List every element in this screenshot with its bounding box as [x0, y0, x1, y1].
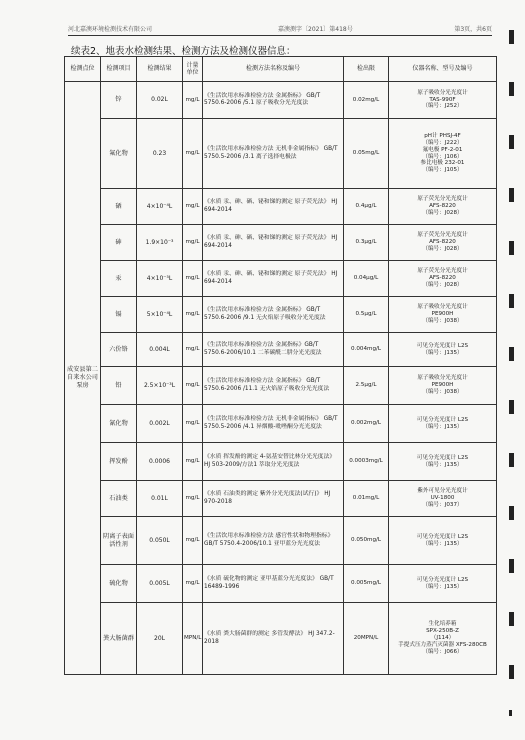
result-cell: 5×10⁻⁴L: [137, 297, 183, 333]
col-header-instrument: 仪器名称、型号及编号: [389, 57, 497, 82]
method-cell: 《水质 汞、砷、硒、铋和锑的测定 原子荧光法》 HJ 694-2014: [203, 261, 344, 297]
binding-mark: [509, 506, 514, 520]
item-cell: 铅: [101, 367, 137, 405]
table-row: [65, 517, 497, 565]
unit-cell: mg/L: [183, 189, 203, 225]
result-cell: 0.002L: [137, 405, 183, 443]
item-cell: 汞: [101, 261, 137, 297]
instrument-cell: 可见分光光度计 L2S （编号：J135）: [389, 333, 497, 367]
table-header-row: [65, 57, 497, 82]
method-cell: 《生活饮用水标准检验方法 感官性状和物理指标》 GB/T 5750.4-2006/10.1 亚甲蓝分光光度法: [203, 517, 344, 565]
unit-cell: mg/L: [183, 443, 203, 481]
col-header-limit: 检出限: [344, 57, 389, 82]
limit-cell: 0.02mg/L: [344, 82, 389, 119]
item-cell: 砷: [101, 225, 137, 261]
binding-mark: [509, 294, 514, 308]
item-cell: 锌: [101, 82, 137, 119]
page-number: 第3页，共6页: [454, 26, 492, 33]
results-table: [64, 56, 497, 675]
instrument-cell: 原子荧光分光光度计 AFS-8220 （编号：J028）: [389, 261, 497, 297]
limit-cell: 0.01mg/L: [344, 481, 389, 517]
method-cell: 《生活饮用水标准检验方法 无机非金属指标》 GB/T 5750.5-2006 /3.1 离子选择电极法: [203, 119, 344, 189]
unit-cell: mg/L: [183, 225, 203, 261]
limit-cell: 0.04μg/L: [344, 261, 389, 297]
instrument-cell: 紫外可见分光光度计 UV-1800 （编号：J037）: [389, 481, 497, 517]
item-cell: 硒: [101, 189, 137, 225]
limit-cell: 0.4μg/L: [344, 189, 389, 225]
item-cell: 粪大肠菌群: [101, 603, 137, 675]
table-row: [65, 225, 497, 261]
sampling-point: 成安县第二自来水公司泵房: [65, 82, 101, 675]
item-cell: 阴离子表面活性剂: [101, 517, 137, 565]
table-row: [65, 189, 497, 225]
unit-cell: mg/L: [183, 517, 203, 565]
company-name: 河北嘉澳环境检测技术有限公司: [68, 26, 153, 33]
unit-cell: mg/L: [183, 82, 203, 119]
table-row: [65, 333, 497, 367]
instrument-cell: 原子荧光分光光度计 AFS-8220 （编号：J028）: [389, 225, 497, 261]
method-cell: 《生活饮用水标准检验方法 金属指标》GB/T 5750.6-2006/10.1 二苯碳酰二肼分光光度法: [203, 333, 344, 367]
binding-mark: [509, 665, 514, 679]
binding-mark: [509, 135, 514, 149]
binding-marks: [509, 0, 517, 740]
limit-cell: 0.0003mg/L: [344, 443, 389, 481]
binding-mark: [509, 400, 514, 414]
table-row: [65, 443, 497, 481]
item-cell: 挥发酚: [101, 443, 137, 481]
result-cell: 0.23: [137, 119, 183, 189]
col-header-point: 检测点位: [65, 57, 101, 82]
binding-mark: [509, 347, 514, 361]
method-cell: 《水质 汞、砷、硒、铋和锑的测定 原子荧光法》 HJ 694-2014: [203, 225, 344, 261]
unit-cell: MPN/L: [183, 603, 203, 675]
result-cell: 20L: [137, 603, 183, 675]
unit-cell: mg/L: [183, 119, 203, 189]
method-cell: 《水质 汞、砷、硒、铋和锑的测定 原子荧光法》 HJ 694-2014: [203, 189, 344, 225]
limit-cell: 0.005mg/L: [344, 565, 389, 603]
item-cell: 石油类: [101, 481, 137, 517]
instrument-cell: 可见分光光度计 L2S （编号：J135）: [389, 565, 497, 603]
table-row: [65, 603, 497, 675]
result-cell: 1.9×10⁻³: [137, 225, 183, 261]
binding-mark: [509, 453, 514, 467]
binding-mark: [509, 710, 512, 716]
method-cell: 《水质 硫化物的测定 亚甲基蓝分光光度法》 GB/T 16489-1996: [203, 565, 344, 603]
unit-cell: mg/L: [183, 261, 203, 297]
instrument-cell: 可见分光光度计 L2S （编号：J135）: [389, 405, 497, 443]
limit-cell: 0.5μg/L: [344, 297, 389, 333]
method-cell: 《水质 挥发酚的测定 4-氨基安替比林分光光度法》 HJ 503-2009/方法1 萃取分光光度法: [203, 443, 344, 481]
col-header-unit: 计量单位: [183, 57, 203, 82]
item-cell: 氟化物: [101, 119, 137, 189]
limit-cell: 20MPN/L: [344, 603, 389, 675]
item-cell: 镉: [101, 297, 137, 333]
col-header-result: 检测结果: [137, 57, 183, 82]
unit-cell: mg/L: [183, 367, 203, 405]
table-row: [65, 82, 497, 119]
binding-mark: [509, 241, 514, 255]
unit-cell: mg/L: [183, 297, 203, 333]
method-cell: 《水质 粪大肠菌群的测定 多管发酵法》 HJ 347.2-2018: [203, 603, 344, 675]
report-number: 嘉澳测字〔2021〕第418号: [278, 26, 353, 33]
method-cell: 《生活饮用水标准检验方法 金属指标》 GB/T 5750.6-2006 /9.1 无火焰原子吸收分光光度法: [203, 297, 344, 333]
item-cell: 六价铬: [101, 333, 137, 367]
result-cell: 4×10⁻⁴L: [137, 189, 183, 225]
result-cell: 0.0006: [137, 443, 183, 481]
instrument-cell: 原子吸收分光光度计 PE900H （编号：J038）: [389, 297, 497, 333]
instrument-cell: 原子吸收分光光度计 TAS-990F （编号：J252）: [389, 82, 497, 119]
limit-cell: 0.004mg/L: [344, 333, 389, 367]
unit-cell: mg/L: [183, 481, 203, 517]
binding-mark: [509, 559, 514, 573]
instrument-cell: 可见分光光度计 L2S （编号：J135）: [389, 517, 497, 565]
method-cell: 《生活饮用水标准检验方法 金属指标》 GB/T 5750.6-2006 /5.1 原子吸收分光光度法: [203, 82, 344, 119]
table-row: [65, 367, 497, 405]
result-cell: 4×10⁻⁵L: [137, 261, 183, 297]
unit-cell: mg/L: [183, 333, 203, 367]
result-cell: 0.02L: [137, 82, 183, 119]
limit-cell: 0.050mg/L: [344, 517, 389, 565]
binding-mark: [509, 30, 514, 44]
table-row: [65, 119, 497, 189]
binding-mark: [509, 188, 514, 202]
result-cell: 0.01L: [137, 481, 183, 517]
limit-cell: 0.3μg/L: [344, 225, 389, 261]
result-cell: 0.005L: [137, 565, 183, 603]
result-cell: 2.5×10⁻³L: [137, 367, 183, 405]
unit-cell: mg/L: [183, 565, 203, 603]
table-row: [65, 565, 497, 603]
item-cell: 氰化物: [101, 405, 137, 443]
method-cell: 《水质 石油类的测定 紫外分光光度法(试行)》 HJ 970-2018: [203, 481, 344, 517]
table-row: [65, 405, 497, 443]
binding-mark: [509, 82, 514, 96]
unit-cell: mg/L: [183, 405, 203, 443]
table-row: [65, 261, 497, 297]
instrument-cell: pH计 PHSJ-4F （编号：J222） 氟电极 PF-2-01 （编号：J106） 参比电极 232-01 （编号：J105）: [389, 119, 497, 189]
limit-cell: 2.5μg/L: [344, 367, 389, 405]
result-cell: 0.050L: [137, 517, 183, 565]
table-title: 续表2、地表水检测结果、检测方法及检测仪器信息：: [71, 46, 296, 57]
header-rule: [68, 35, 492, 36]
table-row: [65, 481, 497, 517]
binding-mark: [509, 612, 514, 626]
instrument-cell: 原子吸收分光光度计 PE900H （编号：J038）: [389, 367, 497, 405]
instrument-cell: 生化培养箱 SPX-250B-Z （J114） 手提式压力蒸汽灭菌器 XFS-280CB （编号：J066）: [389, 603, 497, 675]
col-header-item: 检测项目: [101, 57, 137, 82]
item-cell: 硫化物: [101, 565, 137, 603]
page-header: [68, 22, 492, 34]
col-header-method: 检测方法名称及编号: [203, 57, 344, 82]
instrument-cell: 可见分光光度计 L2S （编号：J135）: [389, 443, 497, 481]
instrument-cell: 原子荧光分光光度计 AFS-8220 （编号：J028）: [389, 189, 497, 225]
table-row: [65, 297, 497, 333]
method-cell: 《生活饮用水标准检验方法 无机非金属指标》 GB/T 5750.5-2006 /4.1 异烟酸-吡唑酮分光光度法: [203, 405, 344, 443]
method-cell: 《生活饮用水标准检验方法 金属指标》 GB/T 5750.6-2006 /11.1 无火焰原子吸收分光光度法: [203, 367, 344, 405]
limit-cell: 0.002mg/L: [344, 405, 389, 443]
result-cell: 0.004L: [137, 333, 183, 367]
limit-cell: 0.05mg/L: [344, 119, 389, 189]
